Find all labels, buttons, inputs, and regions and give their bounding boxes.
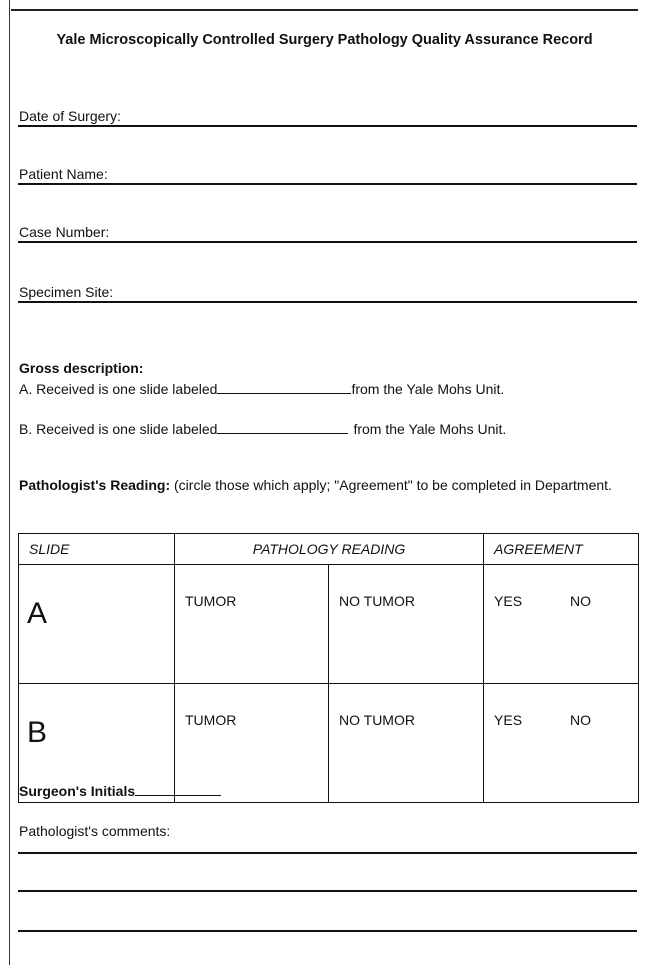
no-tumor-option[interactable]: NO TUMOR: [329, 565, 484, 684]
agreement-no-option[interactable]: NO: [570, 593, 592, 609]
surgeon-initials-label: Surgeon's Initials: [19, 783, 136, 799]
pathologist-reading-heading: Pathologist's Reading:: [19, 477, 171, 493]
slide-column-header: SLIDE: [19, 534, 175, 565]
form-title: Yale Microscopically Controlled Surgery Pathology Quality Assurance Record: [56, 32, 593, 48]
patient-name-label: Patient Name:: [19, 166, 108, 182]
agreement-cell: [484, 565, 639, 684]
slide-letter: A: [19, 565, 175, 684]
left-margin-rule: [9, 0, 10, 965]
comment-line-1[interactable]: [18, 852, 637, 854]
surgeon-initials-blank[interactable]: [135, 781, 221, 796]
agreement-yes-option[interactable]: YES: [494, 712, 523, 728]
slide-a-label-blank[interactable]: [217, 379, 351, 394]
pathology-reading-column-header: PATHOLOGY READING: [175, 534, 484, 565]
gross-line-b: [19, 419, 506, 437]
table-row: [19, 565, 639, 684]
gross-line-b-suffix: from the Yale Mohs Unit.: [353, 421, 507, 437]
pathologist-reading: [19, 475, 631, 495]
pathologist-reading-instructions: (circle those which apply; "Agreement" to be completed in Department.: [174, 477, 612, 493]
slide-letter: B: [19, 684, 175, 803]
tumor-option[interactable]: TUMOR: [175, 565, 329, 684]
table-header-row: [19, 534, 639, 565]
comment-line-2[interactable]: [18, 890, 637, 892]
agreement-yes-option[interactable]: YES: [494, 593, 523, 609]
agreement-no-option[interactable]: NO: [570, 712, 592, 728]
gross-line-a-suffix: from the Yale Mohs Unit.: [351, 381, 505, 397]
top-border-rule: [11, 9, 638, 11]
case-number-line[interactable]: [18, 241, 637, 243]
case-number-label: Case Number:: [19, 224, 110, 240]
gross-line-b-prefix: B. Received is one slide labeled: [19, 421, 218, 437]
specimen-site-line[interactable]: [18, 301, 637, 303]
no-tumor-option[interactable]: NO TUMOR: [329, 684, 484, 803]
gross-description-heading: Gross description:: [19, 360, 144, 376]
date-of-surgery-line[interactable]: [18, 125, 637, 127]
slide-b-label-blank[interactable]: [217, 419, 348, 434]
surgeon-initials: [19, 781, 221, 799]
pathologist-comments-label: Pathologist's comments:: [19, 823, 171, 839]
patient-name-line[interactable]: [18, 183, 637, 185]
comment-line-3[interactable]: [18, 930, 637, 932]
gross-line-a: [19, 379, 504, 397]
gross-line-a-prefix: A. Received is one slide labeled: [19, 381, 218, 397]
date-of-surgery-label: Date of Surgery:: [19, 108, 121, 124]
readings-table: [18, 533, 639, 803]
specimen-site-label: Specimen Site:: [19, 284, 114, 300]
tumor-option[interactable]: TUMOR: [175, 684, 329, 803]
agreement-column-header: AGREEMENT: [484, 534, 639, 565]
agreement-cell: [484, 684, 639, 803]
